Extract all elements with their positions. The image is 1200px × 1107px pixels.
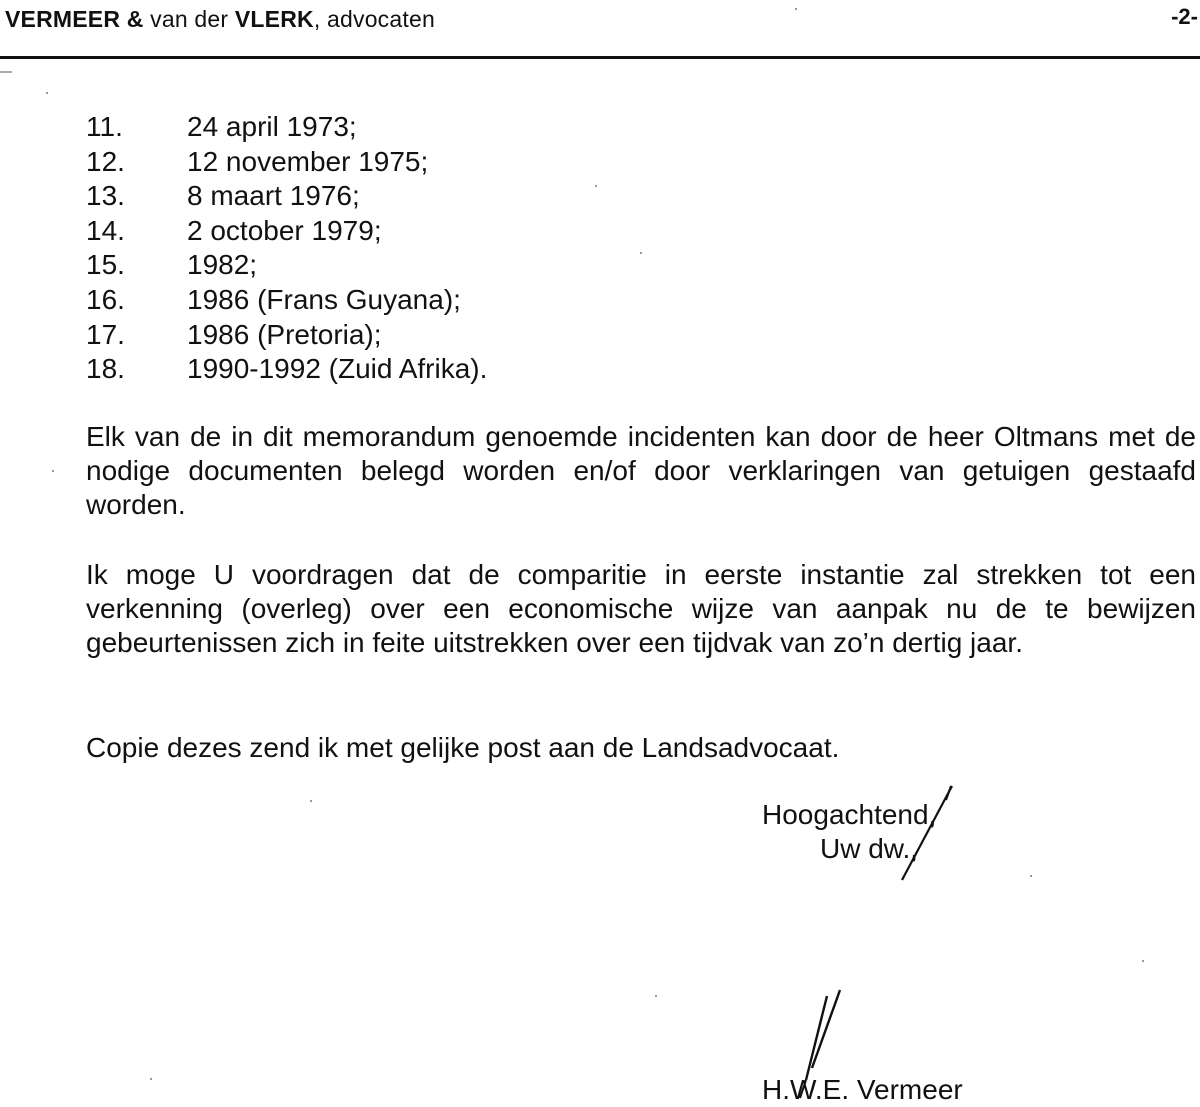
incident-date-list xyxy=(86,110,786,387)
letterhead xyxy=(0,0,1200,58)
header-rule xyxy=(0,56,1200,59)
list-item-text: 8 maart 1976; xyxy=(187,180,360,212)
signature-stroke xyxy=(812,990,840,1068)
scan-speck xyxy=(46,92,48,94)
list-item-text: 1982; xyxy=(187,249,258,281)
list-item-number: 14. xyxy=(86,214,125,246)
scan-speck xyxy=(795,8,797,10)
list-item-text: 1986 (Pretoria); xyxy=(187,318,382,350)
list-item xyxy=(86,110,786,145)
list-item-number: 12. xyxy=(86,145,125,177)
list-item xyxy=(86,248,786,283)
list-item-text: 24 april 1973; xyxy=(187,111,357,142)
scan-speck xyxy=(595,185,597,187)
signature-stroke xyxy=(806,996,827,1080)
scan-speck xyxy=(1142,960,1144,962)
list-item xyxy=(86,214,786,249)
list-item-number: 11. xyxy=(86,111,123,142)
body-paragraph: Copie dezes zend ik met gelijke post aan de Landsadvocaat. xyxy=(86,732,840,763)
firm-name xyxy=(5,6,435,33)
list-item xyxy=(86,352,786,387)
list-item-text: 1990-1992 (Zuid Afrika). xyxy=(187,353,488,385)
page-number: -2- xyxy=(1171,4,1198,29)
list-item-text: 1986 (Frans Guyana); xyxy=(187,283,461,315)
body-paragraph: Elk van de in dit memorandum genoemde incidenten kan door de heer Oltmans met de nodige documenten belegd worden en/of door verklaringen van getuigen gestaafd worden. xyxy=(86,421,1196,521)
signatory-name: H.W.E. Vermeer xyxy=(762,1074,963,1105)
firm-name-ampersand: & xyxy=(120,6,151,32)
scan-speck xyxy=(655,995,657,997)
closing-salutation-line2: Uw dw., xyxy=(820,833,919,864)
list-item-number: 15. xyxy=(86,249,125,281)
scan-speck xyxy=(150,1078,152,1080)
list-item-number: 18. xyxy=(86,353,125,385)
list-item-number: 17. xyxy=(86,318,125,350)
list-item xyxy=(86,179,786,214)
list-item-number: 13. xyxy=(86,180,125,212)
scan-speck xyxy=(52,470,54,472)
firm-name-suffix: , advocaten xyxy=(313,6,435,32)
firm-name-part: VERMEER xyxy=(5,6,121,32)
firm-name-part: VLERK xyxy=(234,6,314,32)
scan-speck xyxy=(640,252,642,254)
list-item xyxy=(86,283,786,318)
firm-name-part: van der xyxy=(150,6,235,32)
body-paragraph: Ik moge U voordragen dat de comparitie in eerste instantie zal strekken tot een verkenning (overleg) over een economische wijze van aanpak nu de te bewijzen gebeurtenissen zich in feite uitstrekken over een tijdvak van zo’n dertig jaar. xyxy=(86,559,1196,659)
list-item-text: 12 november 1975; xyxy=(187,145,429,177)
list-item xyxy=(86,318,786,353)
signature-stroke xyxy=(946,786,951,800)
scan-speck xyxy=(1030,875,1032,877)
scan-speck xyxy=(310,800,312,802)
list-item-number: 16. xyxy=(86,283,125,315)
list-item-text: 2 october 1979; xyxy=(187,214,382,246)
closing-salutation: Hoogachtend, xyxy=(762,799,937,830)
list-item xyxy=(86,145,786,180)
